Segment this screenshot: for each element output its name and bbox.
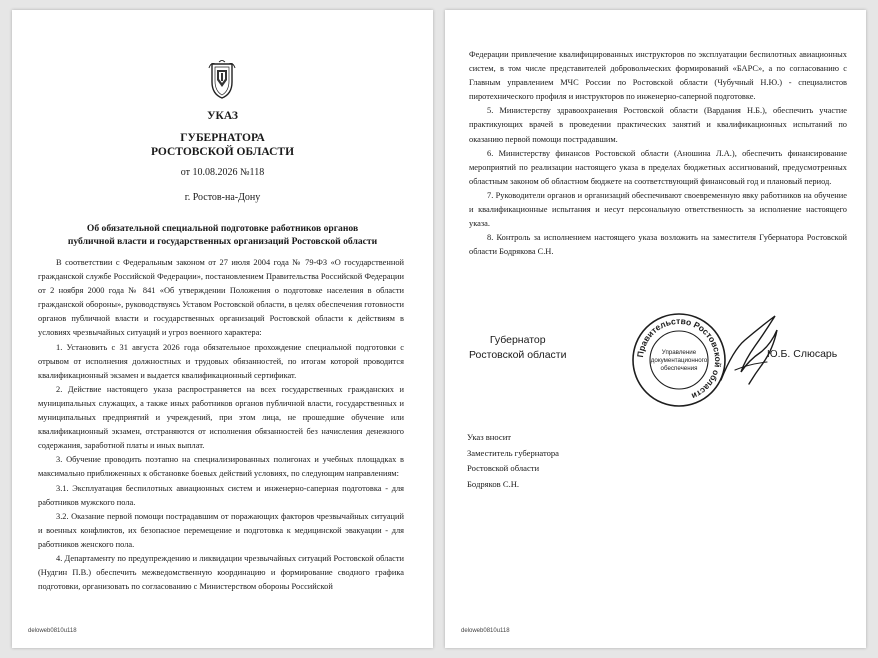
date-number: от 10.08.2026 №118 <box>180 167 265 178</box>
paragraph: 1. Установить с 31 августа 2026 года обязательное прохождение специальной подготовки с отрывом от исполнения должностных и трудовых обязанностей, по итогам которой проводится квалификационный экзамен и выдается квалификационный сертификат. <box>38 342 404 380</box>
official-stamp-icon <box>631 312 727 408</box>
city: г. Ростов-на-Дону <box>184 192 261 203</box>
issuer-line-1: ГУБЕРНАТОРА <box>180 132 265 144</box>
paragraph: 2. Действие настоящего указа распространяется на всех государственных гражданских и муниципальных служащих, а также иных работников органов публичной власти, государственных и муниципальных предприятий и учреждений, при этом лица, не прошедшие обучение или квалификационный экзамен, отстраняются от исполнения обязанностей без начисления денежного содержания, заработной платы и иных выплат. <box>38 384 404 451</box>
stamp-ring-text: Правительство Ростовской области <box>635 315 724 402</box>
paragraph: 3. Обучение проводить поэтапно на специализированных полигонах и учебных площадках в максимально приближенных к обстановке боевых действий условиях, по следующим направлениям: <box>38 455 404 479</box>
paragraph: 7. Руководители органов и организаций обеспечивают своевременную явку работников на обучение и квалификационные испытания и несут персональную ответственность за исполнение настоящего указа. <box>469 190 847 229</box>
topic-line-1: Об обязательной специальной подготовке работников органов <box>86 223 359 234</box>
stamp-center-line-2: документационного <box>650 357 708 364</box>
submitted-by-line: Заместитель губернатора <box>467 447 560 458</box>
stamp-center-line-3: обеспечения <box>660 365 698 372</box>
decree-body-right <box>469 48 847 259</box>
topic-line-2: публичной власти и государственных организаций Ростовской области <box>67 236 378 247</box>
paragraph: 5. Министерству здравоохранения Ростовской области (Вардания Н.Б.), обеспечить участие практикующих врачей в проведении практических занятий и квалификационных испытаний по оказанию первой помощи пострадавшим. <box>469 106 847 144</box>
submitted-by-line: Ростовской области <box>467 463 540 474</box>
paragraph: 4. Департаменту по предупреждению и ликвидации чрезвычайных ситуаций Ростовской области (Нудгин П.В.) обеспечить межведомственную координацию и формирование сводного графика подготовки, организовать по согласованию с Министерством обороны Российской <box>38 553 404 592</box>
coat-of-arms-icon <box>207 60 237 100</box>
document-title: УКАЗ <box>207 110 238 122</box>
signatory-line-1: Губернатор <box>489 334 546 346</box>
stamp-center-line-1: Управление <box>661 349 697 356</box>
paragraph: В соответствии с Федеральным законом от 27 июля 2004 года № 79-ФЗ «О государственной гражданской службе Российской Федерации», постановлением Правительства Российской Федерации от 2 ноября 2000 года № 841 «Об утверждении Положения о подготовке населения в области гражданской обороны», руководствуясь Уставом Ростовской области, в целях обеспечения готовности органов публичной власти и государственных организаций Ростовской области к действиям в условиях чрезвычайных ситуаций и угроз военного характера: <box>38 258 404 338</box>
signatory-position <box>469 333 566 363</box>
document-page-left <box>12 10 433 648</box>
document-page-right <box>445 10 866 648</box>
signatory-name: Ю.Б. Слюсарь <box>767 348 838 360</box>
decree-body-left <box>38 256 404 594</box>
paragraph: Федерации привлечение квалифицированных инструкторов по эксплуатации беспилотных авиационных систем, в том числе представителей добровольческих формирований «БАРС», а по согласованию с Главным управлением МЧС России по Ростовской области (Чубучный Н.Ю.) - специалистов пиротехнического профиля и инструкторов по инженерно-саперной подготовке. <box>469 50 847 102</box>
footer-code: deloweb0810u118 <box>28 628 77 634</box>
footer-code: deloweb0810u118 <box>461 628 510 634</box>
paragraph: 8. Контроль за исполнением настоящего указа возложить на заместителя Губернатора Ростовской области Бодрякова С.Н. <box>469 233 847 257</box>
signatory-line-2: Ростовской области <box>469 349 567 361</box>
paragraph: 6. Министерству финансов Ростовской области (Аношина Л.А.), обеспечить финансирование мероприятий по реализации настоящего указа в пределах бюджетных ассигнований, предусмотренных областным законом об областном бюджете на соответствующий финансовый год и плановый период. <box>469 148 847 186</box>
submitted-by-line: Бодряков С.Н. <box>467 478 520 489</box>
paragraph: 3.2. Оказание первой помощи пострадавшим от поражающих факторов чрезвычайных ситуаций и военных конфликтов, их безопасное перемещение и подготовка к медицинской эвакуации - для работников женского пола. <box>38 511 404 549</box>
submitted-by-block <box>467 430 559 492</box>
issuer-line-2: РОСТОВСКОЙ ОБЛАСТИ <box>150 146 295 158</box>
paragraph: 3.1. Эксплуатация беспилотных авиационных систем и инженерно-саперная подготовка - для работников мужского пола. <box>38 483 404 507</box>
submitted-by-line: Указ вносит <box>467 432 512 442</box>
